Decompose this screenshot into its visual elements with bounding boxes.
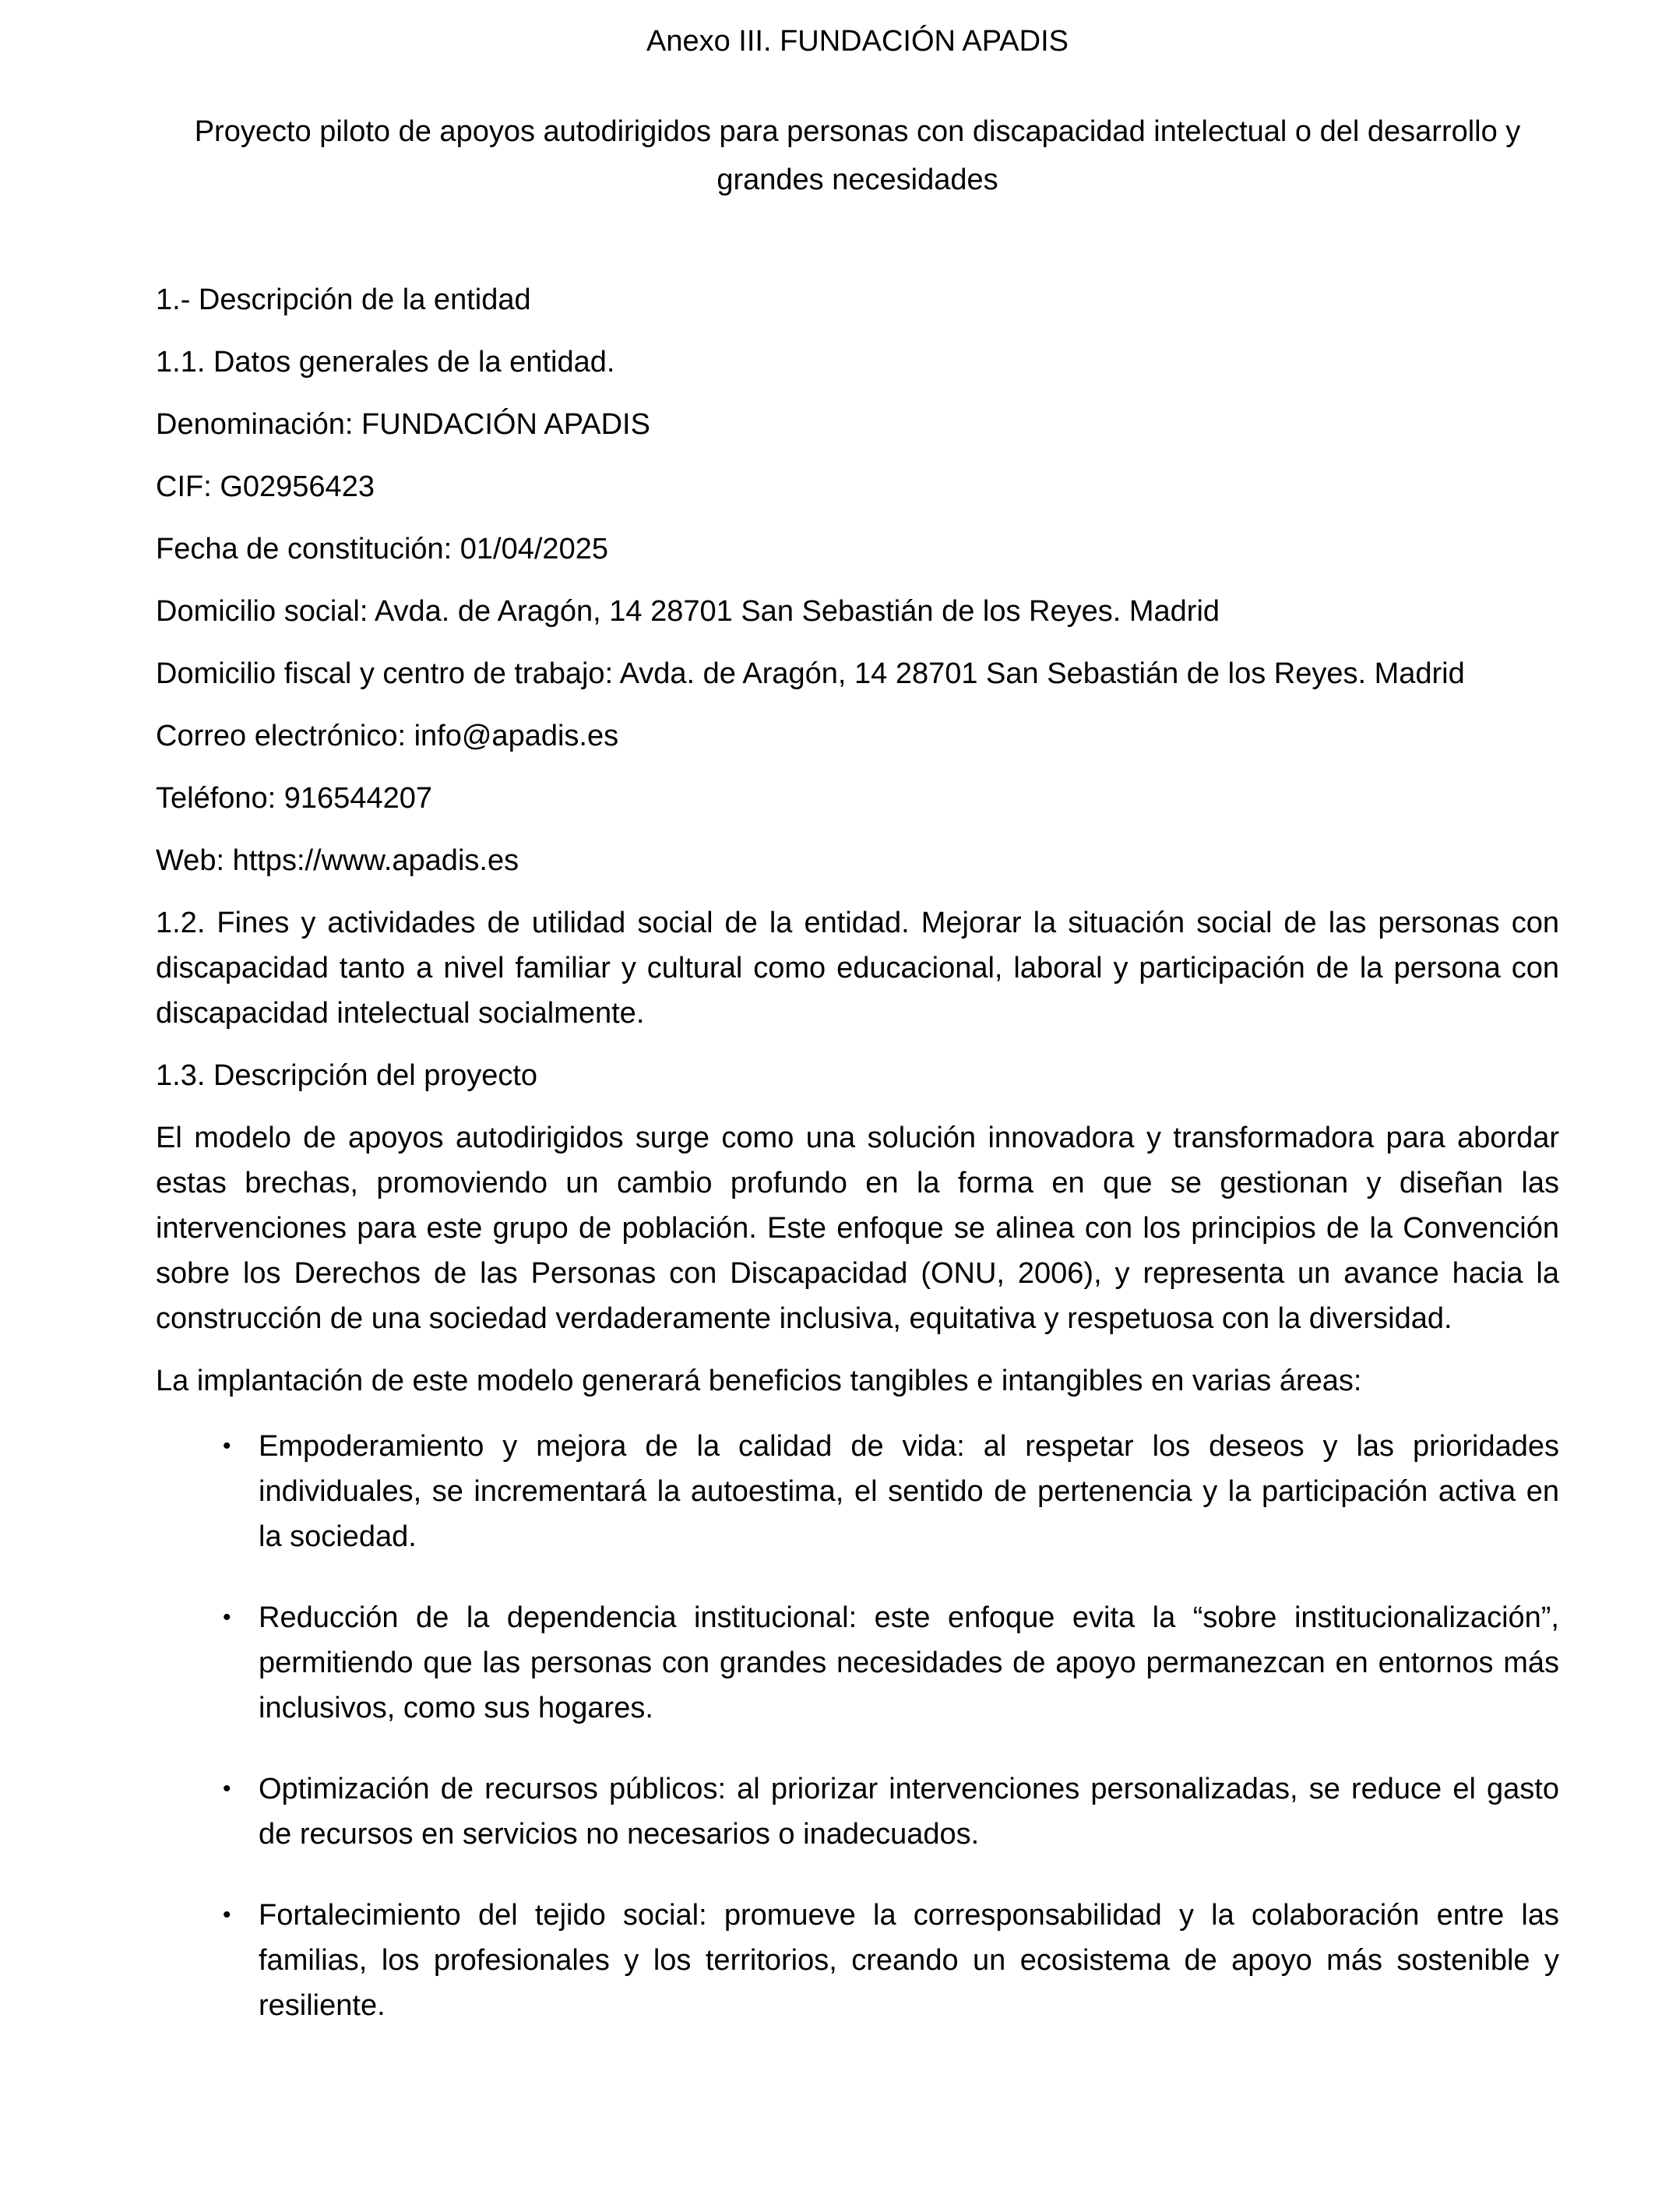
project-description-paragraph: El modelo de apoyos autodirigidos surge como una solución innovadora y transformadora para abordar estas brechas, promoviendo un cambio profundo en la forma en que se gestionan y diseñan las intervenciones para este grupo de población. Este enfoque se alinea con los principios de la Convención sobre los Derechos de las Personas con Discapacidad (ONU, 2006), y representa un avance hacia la construcción de una sociedad verdaderamente inclusiva, equitativa y respetuosa con la diversidad. [156,1122,1559,1335]
field-web: Web: https://www.apadis.es [156,844,519,877]
section-1-heading: 1.- Descripción de la entidad [156,284,531,316]
bullet-icon: • [223,1433,231,1459]
field-domicilio-social: Domicilio social: Avda. de Aragón, 14 28701 San Sebastián de los Reyes. Madrid [156,595,1220,628]
field-correo-electronico: Correo electrónico: info@apadis.es [156,720,619,752]
list-item-reduccion-dependencia [223,1595,1559,1731]
list-item-text: Empoderamiento y mejora de la calidad de vida: al respetar los deseos y las prioridades individuales, se incrementará la autoestima, el sentido de pertenencia y la participación activa en la sociedad. [259,1430,1559,1553]
field-fecha-constitucion: Fecha de constitución: 01/04/2025 [156,533,608,565]
list-item-empoderamiento [223,1424,1559,1559]
list-item-fortalecimiento-tejido [223,1893,1559,2028]
list-item-text: Fortalecimiento del tejido social: promueve la corresponsabilidad y la colaboración entre las familias, los profesionales y los territorios, creando un ecosistema de apoyo más sostenible y resiliente. [259,1899,1559,2022]
field-cif: CIF: G02956423 [156,470,375,503]
benefits-intro-paragraph: La implantación de este modelo generará beneficios tangibles e intangibles en varias áreas: [156,1365,1362,1397]
section-1-3-heading: 1.3. Descripción del proyecto [156,1059,538,1092]
benefits-bullet-list [156,1424,1559,2028]
field-domicilio-fiscal: Domicilio fiscal y centro de trabajo: Avda. de Aragón, 14 28701 San Sebastián de los Reyes. Madrid [156,657,1465,690]
document-title: Anexo III. FUNDACIÓN APADIS [646,25,1069,58]
bullet-icon: • [223,1604,231,1630]
section-1-2-paragraph: 1.2. Fines y actividades de utilidad social de la entidad. Mejorar la situación social de las personas con discapacidad tanto a nivel familiar y cultural como educacional, laboral y participación de la persona con discapacidad intelectual socialmente. [156,907,1559,1030]
bullet-icon: • [223,1776,231,1802]
list-item-optimizacion-recursos [223,1766,1559,1857]
document-subtitle: Proyecto piloto de apoyos autodirigidos para personas con discapacidad intelectual o del desarrollo y grandes necesidades [194,115,1521,196]
field-denominacion: Denominación: FUNDACIÓN APADIS [156,408,650,441]
bullet-icon: • [223,1902,231,1928]
list-item-text: Optimización de recursos públicos: al priorizar intervenciones personalizadas, se reduce el gasto de recursos en servicios no necesarios o inadecuados. [259,1773,1559,1851]
list-item-text: Reducción de la dependencia institucional: este enfoque evita la “sobre institucionalización”, permitiendo que las personas con grandes necesidades de apoyo permanezcan en entornos más inclusivos, como sus hogares. [259,1601,1559,1724]
field-telefono: Teléfono: 916544207 [156,782,432,815]
section-1-1-heading: 1.1. Datos generales de la entidad. [156,346,615,379]
